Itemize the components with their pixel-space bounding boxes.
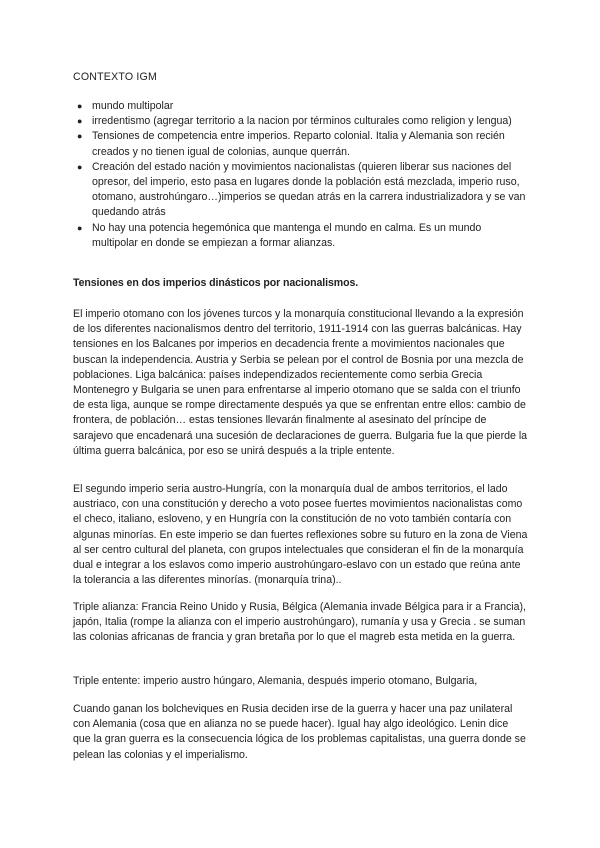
- bullet-item: [73, 99, 528, 114]
- bullet-dot-icon: ●: [77, 131, 83, 142]
- bullet-text: mundo multipolar: [92, 100, 174, 112]
- bullet-item: [73, 114, 528, 129]
- bullet-dot-icon: ●: [77, 222, 83, 233]
- paragraph-triple-entente: Triple entente: imperio austro húngaro, Alemania, después imperio otomano, Bulgaria,: [73, 675, 478, 687]
- document-title: CONTEXTO IGM: [73, 71, 158, 83]
- bullet-item: [73, 160, 528, 221]
- paragraph-austria-hungary: El segundo imperio seria austro-Hungría, con la monarquía dual de ambos territorios, el lado austriaco, con una constitución y derecho a voto posee fuertes movimientos nacionalistas como el checo, italiano, esloveno, y en Hungría con la constitución de no voto también contaría con algunas minorías. En este imperio se dan fuertes reflexiones sobre su futuro en la zona de Viena al ser centro cultural del planeta, con grupos intelectuales que consideran el fin de la monarquía dual e integrar a los eslavos como imperio austrohúngaro-eslavo con un estado que reúna ante la tolerancia a las diferentes minorías. (monarquía trina)..: [73, 483, 528, 587]
- bullet-item: [73, 221, 528, 251]
- bullet-dot-icon: ●: [77, 116, 83, 127]
- bullet-text: Tensiones de competencia entre imperios. Reparto colonial. Italia y Alemania son recién creados y no tienen igual de colonias, aunque querrán.: [92, 130, 505, 158]
- paragraph-ottoman-empire: El imperio otomano con los jóvenes turcos y la monarquía constitucional llevando a la expresión de los diferentes nacionalismos dentro del territorio, 1911-1914 con las guerras balcánicas. Hay tensiones en los Balcanes por imperios en decadencia frente a movimientos nacionales que buscan la independencia. Austria y Serbia se pelean por el control de Bosnia por una mezcla de poblaciones. Liga balcánica: países independizados recientemente como serbia Grecia Montenegro y Bulgaria se unen para enfrentarse al imperio otomano que se salda con el triunfo de esta liga, aunque se rompe directamente después ya que se enfrentan entre ellos: cambio de frontera, de población… estas tensiones llevarán finalmente al asesinato del príncipe de sarajevo que encadenará una sucesión de declaraciones de guerra. Bulgaria fue la que pierde la última guerra balcánica, por eso se unirá después a la triple entente.: [73, 308, 528, 457]
- paragraph-triple-alliance: Triple alianza: Francia Reino Unido y Rusia, Bélgica (Alemania invade Bélgica para ir a Francia), japón, Italia (rompe la alianza con el imperio austrohúngaro), rumanía y usa y Grecia . se suman las colonias africanas de francia y gran bretaña por lo que el magreb esta metida en la guerra.: [73, 601, 526, 644]
- bullet-text: Creación del estado nación y movimientos nacionalistas (quieren liberar sus naciones del opresor, del imperio, esto pasa en lugares donde la población está mezclada, imperio ruso, otomano, austrohúngaro…)imperios se quedan atrás en la carrera industrializadora y se van quedando atrás: [92, 160, 526, 219]
- paragraph-bolsheviks: Cuando ganan los bolcheviques en Rusia deciden irse de la guerra y hacer una paz unilateral con Alemania (cosa que en alianza no se puede hacer). Igual hay algo ideológico. Lenin dice que la gran guerra es la consecuencia lógica de los problemas capitalistas, una guerra donde se pelean las colonias y el imperialismo.: [73, 703, 526, 761]
- bullet-text: No hay una potencia hegemónica que mantenga el mundo en calma. Es un mundo multipolar en donde se empiezan a formar alianzas.: [92, 221, 482, 249]
- bullet-dot-icon: ●: [77, 161, 83, 172]
- bullet-dot-icon: ●: [77, 101, 83, 111]
- context-bullet-list: [73, 99, 528, 251]
- section-heading: Tensiones en dos imperios dinásticos por nacionalismos.: [73, 277, 359, 289]
- bullet-text: irredentismo (agregar territorio a la nacion por términos culturales como religion y lengua): [92, 115, 512, 128]
- bullet-item: [73, 129, 528, 159]
